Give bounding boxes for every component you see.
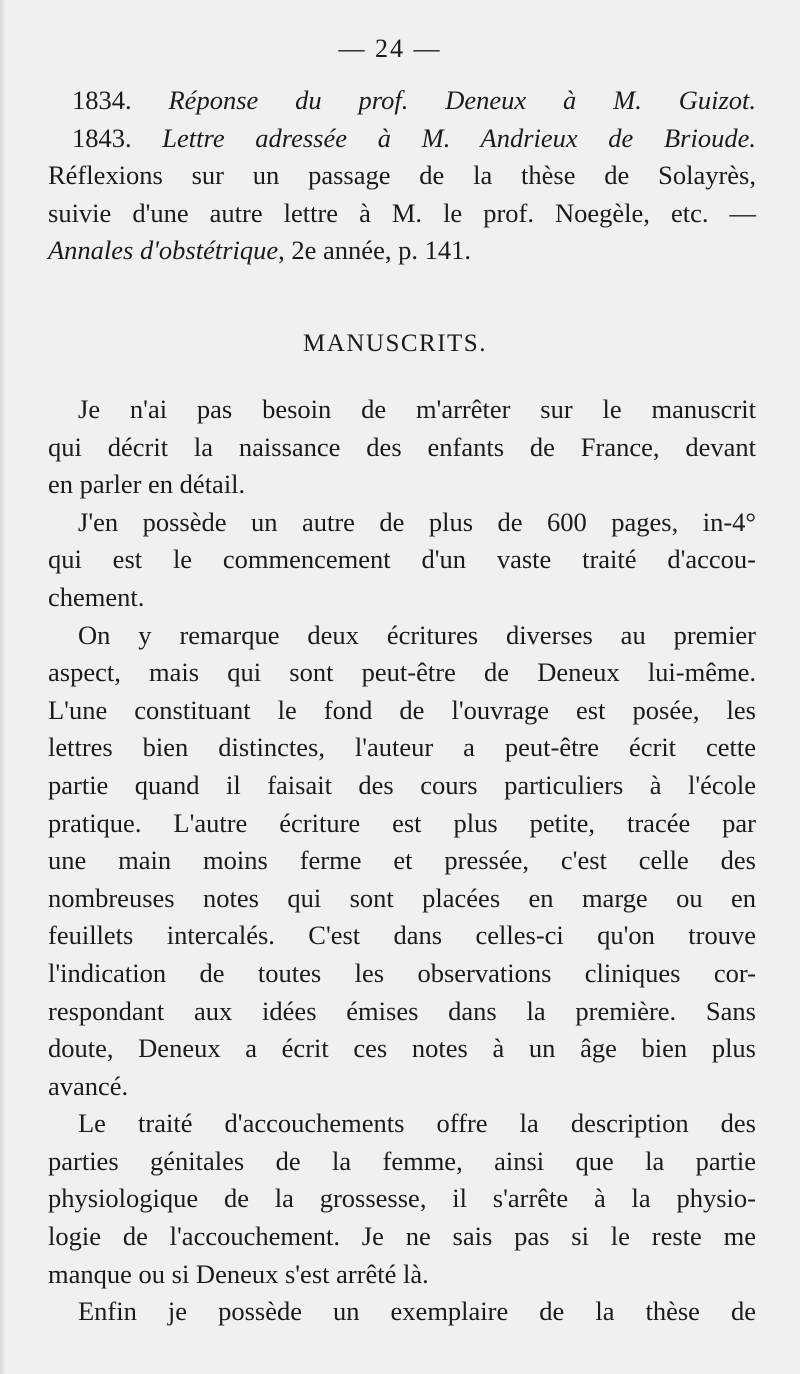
text-line: Je n'ai pas besoin de m'arrêter sur le manuscrit bbox=[78, 394, 756, 424]
text-line: nombreuses notes qui sont placées en marge ou en bbox=[48, 882, 756, 913]
text-line: aspect, mais qui sont peut-être de Deneux lui-même. bbox=[48, 657, 756, 688]
text-line: On y remarque deux écritures diverses au premier bbox=[78, 619, 756, 650]
reference-2 bbox=[48, 120, 756, 158]
journal-title: Annales d'obstétrique bbox=[48, 235, 279, 266]
text-line: parties génitales de la femme, ainsi que la partie bbox=[48, 1145, 756, 1176]
text-line: partie quand il faisait des cours particuliers à l'école bbox=[48, 769, 756, 800]
paragraph bbox=[48, 391, 756, 504]
text-line: pratique. L'autre écriture est plus petite, tracée par bbox=[48, 807, 756, 838]
text-line: J'en possède un autre de plus de 600 pages, in-4° bbox=[78, 506, 756, 537]
text-line: L'une constituant le fond de l'ouvrage est posée, les bbox=[48, 694, 756, 725]
text-line: doute, Deneux a écrit ces notes à un âge bien plus bbox=[48, 1033, 756, 1064]
text-line: manque ou si Deneux s'est arrêté là. bbox=[48, 1258, 429, 1289]
page-number: — 24 — bbox=[338, 34, 442, 63]
section-heading: MANUSCRITS. bbox=[303, 330, 487, 357]
reference-2-continuation: Réflexions sur un passage de la thèse de Solayrès, bbox=[48, 160, 756, 191]
paragraph bbox=[48, 1293, 756, 1331]
references-block bbox=[48, 82, 756, 270]
text-line: Enfin je possède un exemplaire de la thèse de bbox=[78, 1296, 756, 1327]
page-edge-shadow bbox=[0, 0, 6, 1374]
reference-2-journal-line bbox=[48, 232, 756, 270]
text-line: chement. bbox=[48, 581, 145, 612]
reference-year: 1834. bbox=[72, 85, 132, 115]
text-line: Le traité d'accouchements offre la description des bbox=[78, 1108, 756, 1139]
text-line: qui est le commencement d'un vaste traité d'accou- bbox=[48, 544, 756, 575]
reference-1 bbox=[48, 82, 756, 120]
reference-title: Réponse du prof. Deneux à M. Guizot. bbox=[168, 85, 757, 115]
text-line: une main moins ferme et pressée, c'est celle des bbox=[48, 845, 756, 876]
body-text bbox=[48, 391, 756, 1331]
reference-year: 1843. bbox=[72, 122, 132, 153]
text-line: l'indication de toutes les observations cliniques cor- bbox=[48, 957, 756, 988]
text-line: feuillets intercalés. C'est dans celles-ci qu'on trouve bbox=[48, 920, 756, 951]
text-line: respondant aux idées émises dans la première. Sans bbox=[48, 995, 756, 1026]
paragraph bbox=[48, 1105, 756, 1293]
text-line: logie de l'accouchement. Je ne sais pas si le reste me bbox=[48, 1221, 756, 1252]
text-line: qui décrit la naissance des enfants de France, devant bbox=[48, 431, 756, 462]
paragraph bbox=[48, 504, 756, 617]
reference-2-continuation: suivie d'une autre lettre à M. le prof. Noegèle, etc. — bbox=[48, 197, 756, 228]
text-line: physiologique de la grossesse, il s'arrête à la physio- bbox=[48, 1183, 756, 1214]
text-line: lettres bien distinctes, l'auteur a peut-être écrit cette bbox=[48, 732, 756, 763]
reference-title: Lettre adressée à M. Andrieux de Brioude. bbox=[162, 122, 756, 153]
journal-details: , 2e année, p. 141. bbox=[278, 235, 471, 266]
text-line: avancé. bbox=[48, 1070, 129, 1101]
paragraph bbox=[48, 617, 756, 1106]
text-line: en parler en détail. bbox=[48, 469, 246, 500]
